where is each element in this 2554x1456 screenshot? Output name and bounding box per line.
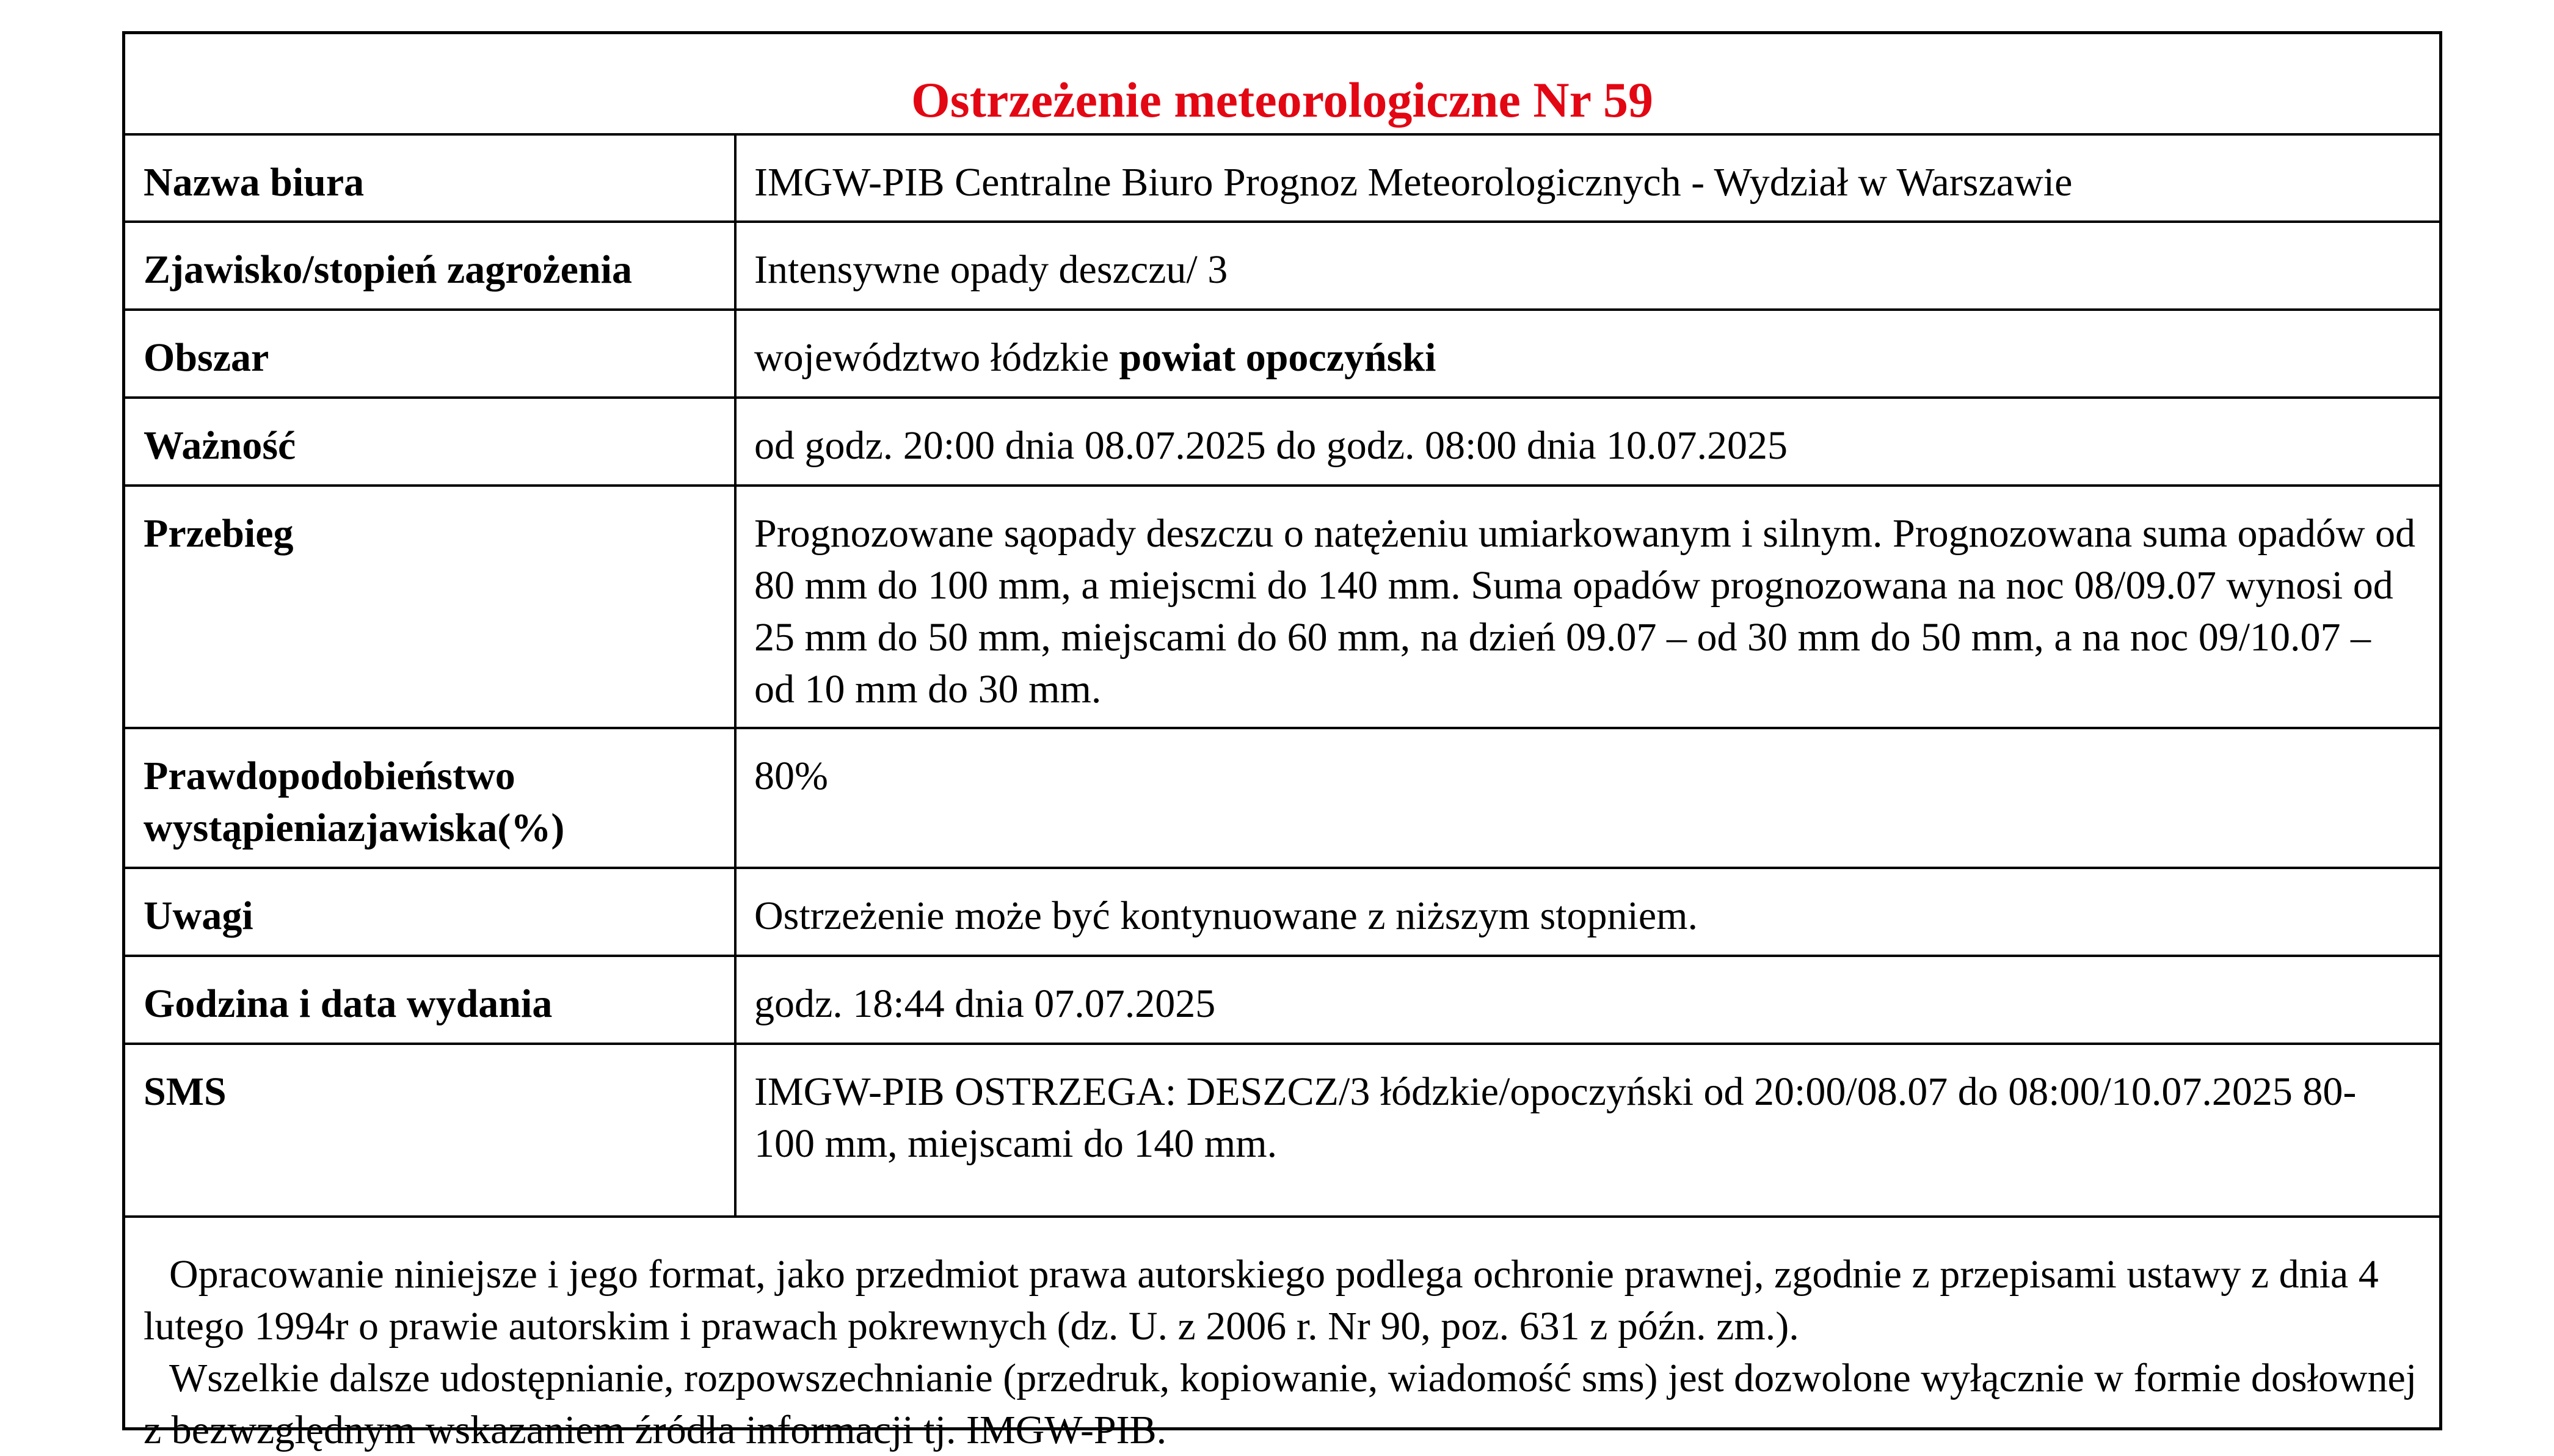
validity-value: od godz. 20:00 dnia 08.07.2025 do godz. 08:00 dnia 10.07.2025 bbox=[754, 423, 1788, 468]
phenomenon-value: Intensywne opady deszczu/ 3 bbox=[754, 247, 1228, 292]
issue-time-label: Godzina i data wydania bbox=[144, 981, 553, 1026]
distribution-paragraph: Wszelkie dalsze udostępnianie, rozpowszechnianie (przedruk, kopiowanie, wiadomość sms) jest dozwolone wyłącznie w formie dosłownej z bezwzględnym wskazaniem źródła informacji tj. IMGW-PIB. bbox=[144, 1356, 2417, 1452]
validity-label: Ważność bbox=[144, 423, 296, 468]
course-value: Prognozowane sąopady deszczu o natężeniu umiarkowanym i silnym. Prognozowana suma opadów od 80 mm do 100 mm, a miejscmi do 140 mm. Suma opadów prognozowana na noc 08/09.07 wynosi od 25 mm do 50 mm, miejscami do 60 mm, na dzień 09.07 – od 30 mm do 50 mm, a na noc 09/10.07 – od 10 mm do 30 mm. bbox=[754, 511, 2415, 712]
course-label: Przebieg bbox=[144, 511, 294, 556]
phenomenon-label: Zjawisko/stopień zagrożenia bbox=[144, 247, 632, 292]
title-row bbox=[125, 34, 2439, 136]
row-office-name bbox=[125, 133, 2439, 223]
row-course bbox=[125, 484, 2439, 729]
row-probability bbox=[125, 727, 2439, 869]
area-label: Obszar bbox=[144, 335, 269, 380]
row-remarks bbox=[125, 867, 2439, 957]
office-name-label: Nazwa biura bbox=[144, 160, 365, 205]
warning-title: Ostrzeżenie meteorologiczne Nr 59 bbox=[911, 72, 1654, 128]
area-voivodeship: województwo łódzkie bbox=[754, 335, 1119, 380]
copyright-paragraph: Opracowanie niniejsze i jego format, jako przedmiot prawa autorskiego podlega ochronie prawnej, zgodnie z przepisami ustawy z dnia 4 lutego 1994r o prawie autorskim i prawach pokrewnych (dz. U. z 2006 r. Nr 90, poz. 631 z późn. zm.). bbox=[144, 1252, 2379, 1349]
area-county: powiat opoczyński bbox=[1119, 335, 1436, 380]
row-phenomenon bbox=[125, 220, 2439, 311]
area-value bbox=[754, 332, 2415, 384]
row-issue-time bbox=[125, 955, 2439, 1045]
sms-label: SMS bbox=[144, 1069, 227, 1114]
probability-value: 80% bbox=[754, 754, 828, 798]
copyright-footer bbox=[144, 1248, 2428, 1456]
issue-time-value: godz. 18:44 dnia 07.07.2025 bbox=[754, 981, 1216, 1026]
office-name-value: IMGW-PIB Centralne Biuro Prognoz Meteorologicznych - Wydział w Warszawie bbox=[754, 160, 2073, 205]
sms-value: IMGW-PIB OSTRZEGA: DESZCZ/3 łódzkie/opoczyński od 20:00/08.07 do 08:00/10.07.2025 80-100 mm, miejscami do 140 mm. bbox=[754, 1069, 2357, 1166]
probability-label: Prawdopodobieństwo wystąpieniazjawiska(%) bbox=[144, 754, 565, 850]
row-sms bbox=[125, 1043, 2439, 1218]
remarks-label: Uwagi bbox=[144, 894, 253, 938]
row-area bbox=[125, 308, 2439, 399]
warning-document bbox=[122, 31, 2442, 1452]
row-validity bbox=[125, 396, 2439, 487]
remarks-value: Ostrzeżenie może być kontynuowane z niższym stopniem. bbox=[754, 894, 1698, 938]
